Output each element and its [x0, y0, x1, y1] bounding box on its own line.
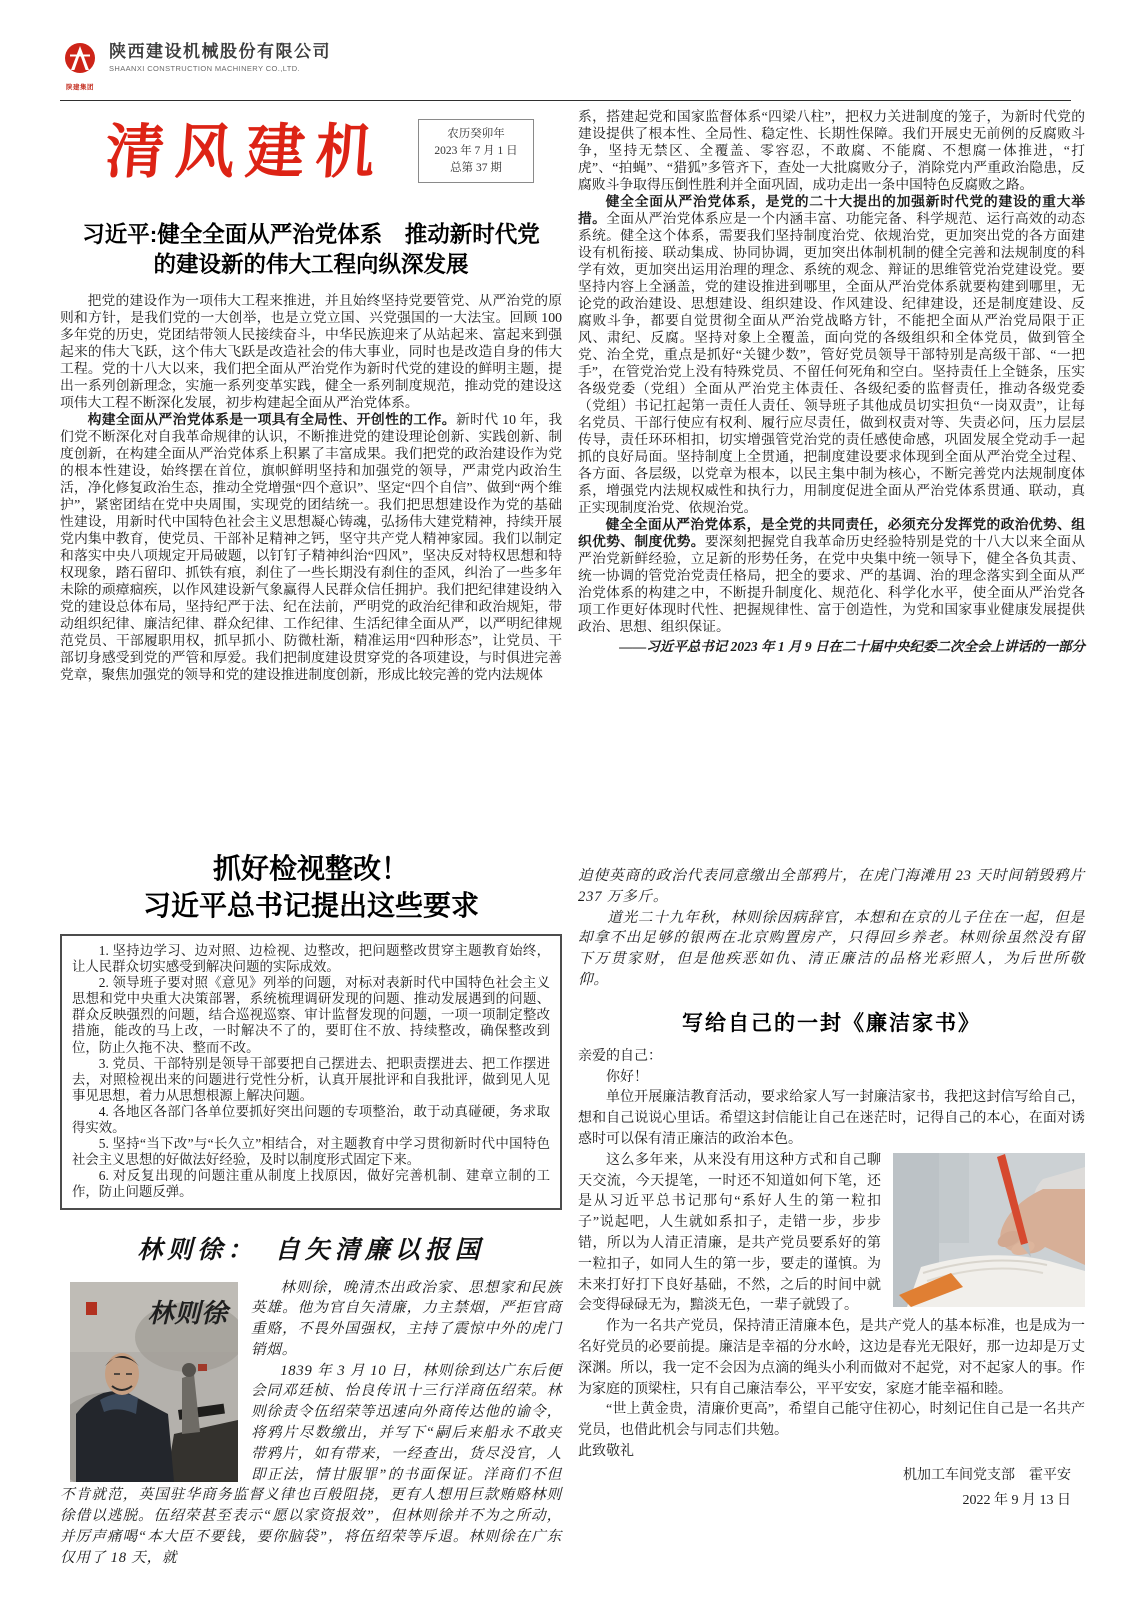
requirement-item: 2. 领导班子要对照《意见》列举的问题，对标对表新时代中国特色社会主义思想和党中央重大决策部署，系统梳理调研发现的问题、推动发展遇到的问题、群众反映强烈的问题，结合巡视巡察、审计监督发现的问题，一项一项制定整改措施，能改的马上改，一时解决不了的，要盯住不放、持续整改，确保整改到位，防止久拖不决、整而不改。 [72, 975, 550, 1055]
header-rule [60, 100, 1071, 101]
paragraph-lead: 健全全面从严治党体系，是党的二十大提出的加强新时代党的建设的重大举措。 [578, 194, 1085, 226]
speech-attribution: ——习近平总书记 2023 年 1 月 9 日在二十届中央纪委二次全会上讲话的一部分 [619, 639, 1085, 654]
rectification-title [60, 850, 562, 924]
paragraph [578, 193, 1085, 516]
requirement-item: 5. 坚持“当下改”与“长久立”相结合，对主题教育中学习贯彻新时代中国特色社会主义思想的好做法好经验，及时以制度形式固定下来。 [72, 1136, 550, 1168]
paragraph-continuation: 系，搭建起党和国家监督体系“四梁八柱”，把权力关进制度的笼子，为新时代党的建设提供了根本性、全局性、稳定性、长期性保障。我们开展史无前例的反腐败斗争，坚持无禁区、全覆盖、零容忍，不敢腐、不能腐、不想腐一体推进，“打虎”、“拍蝇”、“猎狐”多管齐下，查处一大批腐败分子，消除党内严重政治隐患，反腐败斗争取得压倒性胜利并全面巩固，成功走出一条中国特色反腐败之路。 [578, 109, 1085, 192]
writing-hand-photo [893, 1153, 1085, 1307]
main-article-right-column [578, 108, 1085, 656]
paragraph-text: 全面从严治党体系应是一个内涵丰富、功能完备、科学规范、运行高效的动态系统。健全这个体系，需要我们坚持制度治党、依规治党，更加突出党的各方面建设有机衔接、联动集成、协同协调，更加突出体制机制的健全完善和法规制度的科学有效，更加突出运用治理的理念、系统的观念、辩证的思维管党治党建设党。要坚持内容上全涵盖，党的建设推进到哪里，全面从严治党体系就要构建到哪里，无论党的政治建设、思想建设、组织建设、作风建设、纪律建设，还是制度建设、反腐败斗争，都要自觉贯彻全面从严治党战略方针，不能把全面从严治党局限于正风、肃纪、反腐。坚持对象上全覆盖，面向党的各级组织和全体党员，做到管全党、治全党，重点是抓好“关键少数”，管好党员领导干部特别是高级干部、“一把手”，在管党治党上没有特殊党员、不留任何死角和空白。坚持责任上全链条，压实各级党委（党组）全面从严治党主体责任、各级纪委的监督责任，推动各级党委（党组）书记扛起第一责任人责任、领导班子其他成员切实担负“一岗双责”，让每名党员、干部行使应有权利、履行应尽责任，做到权责对等、失责必问，压力层层传导，责任环环相扣，切实增强管党治党的责任感使命感，巩固发展全党动手一起抓的良好局面。坚持制度上全贯通，把制度建设要求体现到全面从严治党全过程、各方面、各层级，以党章为根本，以民主集中制为核心，不断完善党内法规制度体系，增强党内法规权威性和执行力，用制度促进全面从严治党体系贯通、联动，真正实现制度治党、依规治党。 [578, 211, 1086, 515]
company-name-cn: 陕西建设机械股份有限公司 [109, 42, 331, 61]
paragraph-continuation: 迫使英商的政治代表同意缴出全部鸦片，在虎门海滩用 23 天时间销毁鸦片 237 万多斤。 [578, 868, 1085, 905]
paragraph [60, 411, 562, 683]
lin-zexu-story-continued [578, 866, 1085, 991]
logo-label: 陕建集团 [66, 84, 94, 91]
bottom-left-section [60, 850, 562, 1569]
family-letter-title: 写给自己的一封《廉洁家书》 [682, 1011, 981, 1035]
requirements-box [60, 934, 562, 1210]
paragraph-text: 要深刻把握党自我革命历史经验特别是党的十八大以来全面从严治党新鲜经验，立足新的形势任务，在党中央集中统一领导下，健全各负其责、统一协调的管党治党责任格局，把全的要求、严的基调、治的理念落实到全面从严治党体系的构建之中，不断提升制度化、规范化、科学化水平，使全面从严治党各项工作更好体现时代性、把握规律性、富于创造性，为党和国家事业健康发展提供政治、思想、组织保证。 [578, 534, 1086, 634]
requirement-item: 3. 党员、干部特别是领导干部要把自己摆进去、把职责摆进去、把工作摆进去，对照检视出来的问题进行党性分析，认真开展批评和自我批评，做到见人见事见思想，着力从思想根源上解决问题。 [72, 1055, 550, 1103]
svg-text:林则徐: 林则徐 [147, 1298, 228, 1328]
paragraph: 1839 年 3 月 10 日，林则徐到达广东后便会同邓廷桢、怡良传讯十三行洋商伍绍荣。林则徐责令伍绍荣等迅速向外商传达他的谕令，将鸦片尽数缴出，并写下“嗣后来船永不敢夹带鸦片，如有带来，一经查出，货尽没官，人即正法，情甘服罪”的书面保证。洋商们不但不肯就范，英国驻华商务监督义律也百般阻挠，更有人想用巨款贿赂林则徐借以逃脱。伍绍荣甚至表示“愿以家资报效”，但林则徐并不为之所动，并厉声痛喝“本大臣不要钱，要你脑袋”，将伍绍荣等斥退。林则徐在广东仅用了 18 天，就 [60, 1362, 562, 1566]
masthead-title: 清风建机 [103, 117, 389, 186]
issue-lunar-year: 农历癸卯年 [447, 127, 505, 140]
rectification-title-line2: 习近平总书记提出这些要求 [142, 890, 479, 921]
company-logo [60, 42, 100, 91]
lin-zexu-story [60, 1278, 562, 1569]
issue-info-box [418, 119, 534, 183]
letter-closing: 此致敬礼 [578, 1443, 634, 1459]
main-article-title-line2: 的建设新的伟大工程向纵深发展 [153, 251, 469, 277]
main-article-title-line1: 习近平:健全全面从严治党体系 推动新时代党 [82, 222, 540, 247]
company-logo-icon [63, 42, 97, 81]
family-letter-body [578, 1047, 1085, 1463]
paragraph-lead: 构建全面从严治党体系是一项具有全局性、开创性的工作。 [87, 412, 456, 427]
paragraph: 单位开展廉洁教育活动，要求给家人写一封廉洁家书，我把这封信写给自己，想和自己说说心里话。希望这封信能让自己在迷茫时，记得自己的本心，在面对诱惑时可以保有清正廉洁的政治本色。 [578, 1090, 1085, 1147]
letter-date: 2022 年 9 月 13 日 [962, 1492, 1071, 1508]
issue-date: 2023 年 7 月 1 日 [434, 144, 518, 157]
rectification-title-line1: 抓好检视整改！ [212, 853, 409, 884]
main-article-body-right [578, 108, 1085, 635]
letter-salutation: 亲爱的自己： [578, 1048, 662, 1064]
lin-zexu-title: 林则徐： 自矢清廉以报国 [137, 1236, 485, 1264]
paragraph: 这么多年来，从来没有用这种方式和自己聊天交流，今天提笔，一时还不知道如何下笔，还是从习近平总书记那句“系好人生的第一粒扣子”说起吧，人生就如系扣子，走错一步，步步错，所以为人清正清廉，是共产党员要系好的第一粒扣子，如同人生的第一步，要走的谨慎。为未来打好打下良好基础，不然，之后的时间中就会变得碌碌无为，黯淡无色，一辈子就毁了。 [578, 1152, 881, 1314]
main-article-left-column [60, 220, 562, 683]
issue-number: 总第 37 期 [450, 161, 502, 174]
paragraph: 道光二十九年秋，林则徐因病辞官，本想和在京的儿子住在一起，但是却拿不出足够的银两在北京购置房产，只得回乡养老。林则徐虽然没有留下万贯家财，但是他疾恶如仇、清正廉洁的品格光彩照人，为后世所敬仰。 [578, 909, 1085, 988]
bottom-right-section [578, 866, 1085, 1513]
paragraph: 作为一名共产党员，保持清正清廉本色，是共产党人的基本标准，也是成为一名好党员的必要前提。廉洁是幸福的分水岭，这边是春光无限好，那一边却是万丈深渊。所以，我一定不会因为点滴的绳头小利而做对不起党，对不起家人的事。作为家庭的顶梁柱，只有自己廉洁奉公，平平安安，家庭才能幸福和睦。 [578, 1319, 1085, 1397]
main-article-title [60, 220, 562, 279]
letter-signature: 机加工车间党支部 霍平安 [903, 1467, 1071, 1483]
company-name-block [109, 42, 331, 73]
paragraph: 林则徐，晚清杰出政治家、思想家和民族英雄。他为官自矢清廉，力主禁烟，严拒官商重赂，不畏外国强权，主持了震惊中外的虎门销烟。 [251, 1279, 562, 1358]
paragraph [578, 516, 1085, 635]
main-article-body-left [60, 292, 562, 683]
company-name-en: SHAANXI CONSTRUCTION MACHINERY CO.,LTD. [109, 64, 301, 73]
requirement-item: 6. 对反复出现的问题注重从制度上找原因，做好完善机制、建章立制的工作，防止问题反弹。 [72, 1168, 550, 1200]
paragraph: “世上黄金贵，清廉价更高”，希望自己能守住初心，时刻记住自己是一名共产党员，也借此机会与同志们共勉。 [578, 1402, 1085, 1439]
requirement-item: 1. 坚持边学习、边对照、边检视、边整改，把问题整改贯穿主题教育始终，让人民群众切实感受到解决问题的实际成效。 [72, 943, 550, 975]
paragraph: 把党的建设作为一项伟大工程来推进，并且始终坚持党要管党、从严治党的原则和方针，是我们党的一大创举，也是立党立国、兴党强国的一大法宝。回顾 100 多年党的历史，党团结带领人民接续奋斗，中华民族迎来了从站起来、富起来到强起来的伟大飞跃，这个伟大飞跃是改造社会的伟大事业，同时也是改造自身的伟大工程。党的十八大以来，我们把全面从严治党作为新时代党的建设的鲜明主题，提出一系列创新理念，实施一系列变革实践，健全一系列制度规范，推动党的建设这项伟大工程不断深化发展，初步构建起全面从严治党体系。 [60, 293, 562, 410]
paragraph-lead: 健全全面从严治党体系，是全党的共同责任，必须充分发挥党的政治优势、组织优势、制度优势。 [578, 517, 1085, 549]
requirement-item: 4. 各地区各部门各单位要抓好突出问题的专项整治，敢于动真碰硬，务求取得实效。 [72, 1103, 550, 1136]
header [60, 42, 331, 91]
lin-zexu-portrait-image [70, 1282, 238, 1482]
letter-signature-block [578, 1463, 1085, 1513]
paragraph-text: 新时代 10 年，我们党不断深化对自我革命规律的认识，不断推进党的建设理论创新、实践创新、制度创新，在构建全面从严治党体系上积累了丰富成果。我们把党的政治建设作为党的根本性建设，始终摆在首位，旗帜鲜明坚持和加强党的领导，严肃党内政治生活，净化修复政治生态，推动全党增强“四个意识”、坚定“四个自信”、做到“两个维护”，紧密团结在党中央周围，实现党的团结统一。我们把思想建设作为党的基础性建设，用新时代中国特色社会主义思想凝心铸魂，弘扬伟大建党精神，持续开展党内集中教育，使党员、干部补足精神之钙，坚守共产党人精神家园。我们以制定和落实中央八项规定开局破题，以钉钉子精神纠治“四风”，坚决反对特权思想和特权现象，踏石留印、抓铁有痕，刹住了一些长期没有刹住的歪风，纠治了一些多年未除的顽瘴痼疾，以作风建设新气象赢得人民群众信任拥护。我们把纪律建设纳入党的建设总体布局，坚持纪严于法、纪在法前，严明党的政治纪律和政治规矩，带动组织纪律、廉洁纪律、群众纪律、工作纪律、生活纪律全面从严，以严明纪律规范党员、干部履职用权，抓早抓小、防微杜渐，精准运用“四种形态”，让党员、干部切身感受到党的严管和厚爱。我们把制度建设贯穿党的各项建设，与时俱进完善党章，聚焦加强党的领导和党的建设推进制度创新，形成比较完善的党内法规体 [60, 412, 563, 682]
letter-greeting: 你好！ [606, 1069, 648, 1085]
